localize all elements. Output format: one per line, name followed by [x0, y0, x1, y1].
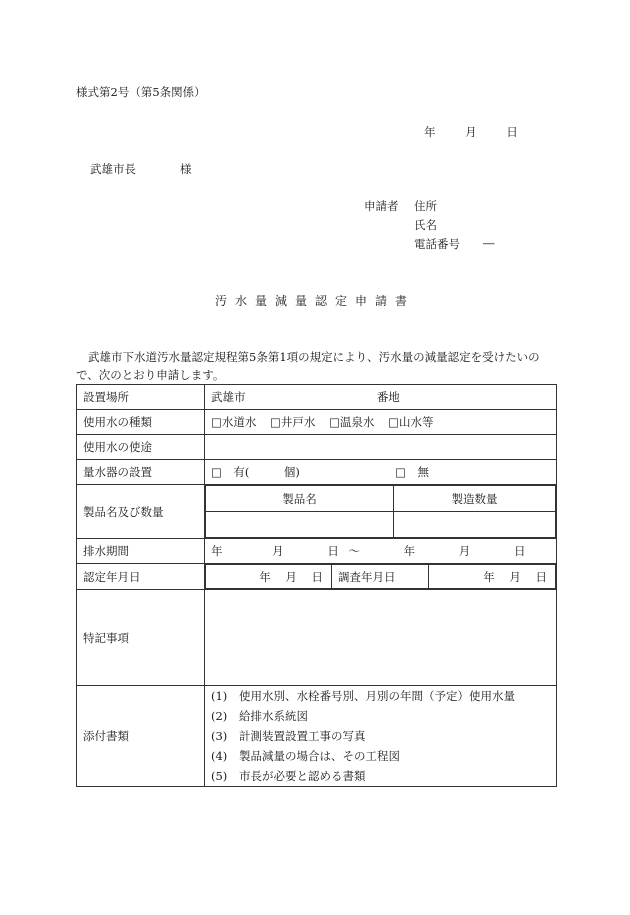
attachment-number: (3)	[211, 729, 228, 743]
row-drain-period	[77, 539, 557, 564]
row-remarks	[77, 590, 557, 686]
attachment-text: 計測装置設置工事の写真	[239, 729, 366, 743]
row-water-use	[77, 435, 557, 460]
row-meter	[77, 460, 557, 485]
checkbox-meter-yes[interactable]: □ 有( 個)	[211, 465, 300, 479]
row-location	[77, 385, 557, 410]
cert-day: 日	[311, 569, 323, 584]
addressee	[90, 161, 192, 177]
cert-date-label: 認定年月日	[77, 564, 205, 590]
attachment-text: 給排水系統図	[239, 709, 308, 723]
attachment-text: 製品減量の場合は、その工程図	[239, 749, 400, 763]
drain-end-day: 日	[513, 544, 526, 558]
date-year: 年	[424, 125, 436, 139]
date-month: 月	[465, 125, 477, 139]
location-city: 武雄市	[211, 390, 246, 404]
drain-start-year: 年	[211, 544, 223, 558]
application-date	[424, 124, 518, 140]
location-banchi: 番地	[376, 390, 400, 404]
product-qty-field[interactable]	[394, 512, 556, 538]
drain-start-day: 日	[327, 544, 339, 558]
phone-label: 電話番号	[414, 237, 460, 251]
row-water-type	[77, 410, 557, 435]
document-title: 汚水量減量認定申請書	[214, 294, 415, 308]
drain-period-field[interactable]	[205, 539, 557, 564]
product-qty-header: 製造数量	[394, 486, 556, 512]
list-item	[211, 766, 550, 786]
meter-options	[205, 460, 557, 485]
name-label: 氏名	[414, 218, 437, 232]
row-product	[77, 485, 557, 539]
product-label: 製品名及び数量	[77, 485, 205, 539]
checkbox-meter-no[interactable]: □ 無	[395, 465, 430, 479]
applicant-label: 申請者	[364, 199, 399, 213]
cert-date-field[interactable]	[206, 565, 332, 589]
survey-year: 年	[483, 569, 495, 584]
attachment-number: (2)	[211, 709, 228, 723]
drain-period-label: 排水期間	[77, 539, 205, 564]
checkbox-well-water[interactable]: □井戸水	[270, 415, 316, 429]
checkbox-hot-spring-water[interactable]: □温泉水	[329, 415, 375, 429]
date-day: 日	[506, 125, 518, 139]
list-item	[211, 746, 550, 766]
list-item	[211, 726, 550, 746]
list-item	[211, 706, 550, 726]
survey-date-field[interactable]	[429, 565, 556, 589]
survey-date-label: 調査年月日	[332, 565, 429, 589]
attachments-list	[205, 686, 557, 787]
drain-period-tilde: ～	[348, 544, 360, 558]
cert-year: 年	[259, 569, 271, 584]
application-table	[76, 384, 557, 787]
water-type-options	[205, 410, 557, 435]
cert-month: 月	[285, 569, 297, 584]
attachment-number: (1)	[211, 689, 228, 703]
addressee-suffix: 様	[180, 162, 192, 176]
attachment-text: 使用水別、水栓番号別、月別の年間（予定）使用水量	[239, 689, 515, 703]
attachment-number: (4)	[211, 749, 228, 763]
checkbox-tap-water[interactable]: □水道水	[211, 415, 257, 429]
remarks-label: 特記事項	[77, 590, 205, 686]
attachments-label: 添付書類	[77, 686, 205, 787]
drain-end-month: 月	[458, 544, 471, 558]
attachment-number: (5)	[211, 769, 228, 783]
location-field[interactable]	[205, 385, 557, 410]
remarks-field[interactable]	[205, 590, 557, 686]
survey-day: 日	[535, 569, 547, 584]
row-attachments	[77, 686, 557, 787]
phone-dash: ―	[483, 236, 495, 250]
product-subtable	[205, 485, 557, 539]
attachment-text: 市長が必要と認める書類	[239, 769, 366, 783]
list-item	[211, 686, 550, 706]
product-name-header: 製品名	[206, 486, 394, 512]
drain-end-year: 年	[403, 544, 416, 558]
drain-start-month: 月	[272, 544, 284, 558]
water-type-label: 使用水の種類	[77, 410, 205, 435]
checkbox-mountain-water[interactable]: □山水等	[388, 415, 434, 429]
row-dates	[77, 564, 557, 590]
intro-text: 武雄市下水道汚水量認定規程第5条第1項の規定により、汚水量の減量認定を受けたいので、次のとおり申請します。	[76, 350, 540, 382]
dates-subtable	[205, 564, 557, 590]
addressee-name: 武雄市長	[90, 162, 136, 176]
product-name-field[interactable]	[206, 512, 394, 538]
water-use-field[interactable]	[205, 435, 557, 460]
location-label: 設置場所	[77, 385, 205, 410]
form-number: 様式第2号（第5条関係）	[76, 85, 206, 99]
meter-label: 量水器の設置	[77, 460, 205, 485]
address-label: 住所	[414, 199, 437, 213]
survey-month: 月	[509, 569, 521, 584]
water-use-label: 使用水の使途	[77, 435, 205, 460]
